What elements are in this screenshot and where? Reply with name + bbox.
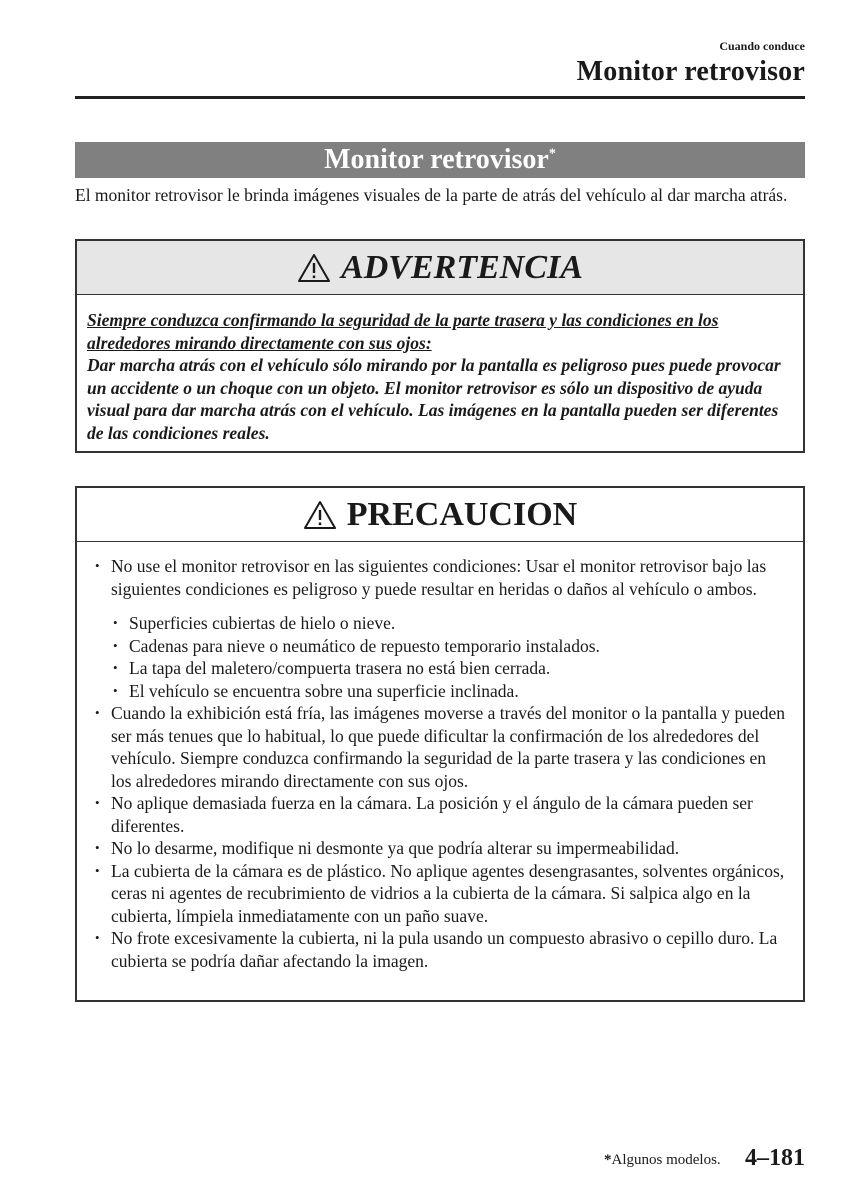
header-divider [75, 96, 805, 99]
caution-sub-item: • El vehículo se encuentra sobre una superficie inclinada. [111, 680, 787, 703]
warning-text: Dar marcha atrás con el vehículo sólo mirando por la pantalla es peligroso pues puede provocar un accidente o un choque con un objeto. El monitor retrovisor es sólo un dispositivo de ayuda visual para dar marcha atrás con el vehículo. Las imágenes en la pantalla pueden ser diferentes de las condiciones reales. [87, 355, 781, 443]
running-header-title: Monitor retrovisor [576, 56, 805, 87]
caution-header [77, 488, 803, 542]
caution-bullet-item: • No frote excesivamente la cubierta, ni la pula usando un compuesto abrasivo o cepillo duro. La cubierta se podría dañar afectando la imagen. [93, 927, 787, 972]
warning-triangle-icon [297, 253, 331, 283]
caution-sub-item: • Cadenas para nieve o neumático de repuesto temporario instalados. [111, 635, 787, 658]
caution-bullet-item: • Cuando la exhibición está fría, las imágenes moverse a través del monitor o la pantalla y pueden ser más tenues que lo habitual, lo que puede dificultar la confirmación de los alrededores del vehículo. Siempre conduzca confirmando la seguridad de la parte trasera y las condiciones en los alrededores mirando directamente con sus ojos. [93, 702, 787, 792]
page-number: 4–181 [745, 1145, 805, 1171]
running-header-section: Cuando conduce [719, 39, 805, 53]
warning-underlined-text: Siempre conduzca confirmando la seguridad de la parte trasera y las condiciones en los alrededores mirando directamente con sus ojos: [87, 310, 719, 353]
section-title-asterisk: * [548, 146, 556, 162]
warning-body [77, 295, 803, 444]
intro-paragraph: El monitor retrovisor le brinda imágenes visuales de la parte de atrás del vehículo al dar marcha atrás. [75, 185, 788, 205]
footnote [604, 1150, 721, 1170]
section-title-text: Monitor retrovisor [324, 144, 549, 175]
footnote-asterisk: * [604, 1152, 612, 1168]
section-heading-bar [75, 142, 805, 178]
warning-title: ADVERTENCIA [341, 248, 583, 286]
caution-body [77, 542, 803, 972]
warning-header [77, 241, 803, 295]
footnote-text: Algunos modelos. [611, 1152, 721, 1168]
caution-sub-item: • La tapa del maletero/compuerta trasera no está bien cerrada. [111, 657, 787, 680]
warning-box [75, 239, 805, 453]
caution-sub-item: • Superficies cubiertas de hielo o nieve. [111, 612, 787, 635]
caution-title: PRECAUCION [346, 495, 578, 533]
warning-triangle-icon [303, 500, 337, 530]
caution-bullet-item: • No aplique demasiada fuerza en la cámara. La posición y el ángulo de la cámara pueden ser diferentes. [93, 792, 787, 837]
caution-bullet-item: • No use el monitor retrovisor en las siguientes condiciones: Usar el monitor retrovisor bajo las siguientes condiciones es peligroso y puede resultar en heridas o daños al vehículo o ambos. [93, 555, 787, 600]
caution-bullet-item: • No lo desarme, modifique ni desmonte ya que podría alterar su impermeabilidad. [93, 837, 787, 860]
section-title [324, 142, 556, 178]
caution-bullet-item: • La cubierta de la cámara es de plástico. No aplique agentes desengrasantes, solventes orgánicos, ceras ni agentes de recubrimiento de vidrios a la cubierta de la cámara. Si salpica algo en la cubierta, límpiela inmediatamente con un paño suave. [93, 860, 787, 928]
caution-box [75, 486, 805, 1002]
